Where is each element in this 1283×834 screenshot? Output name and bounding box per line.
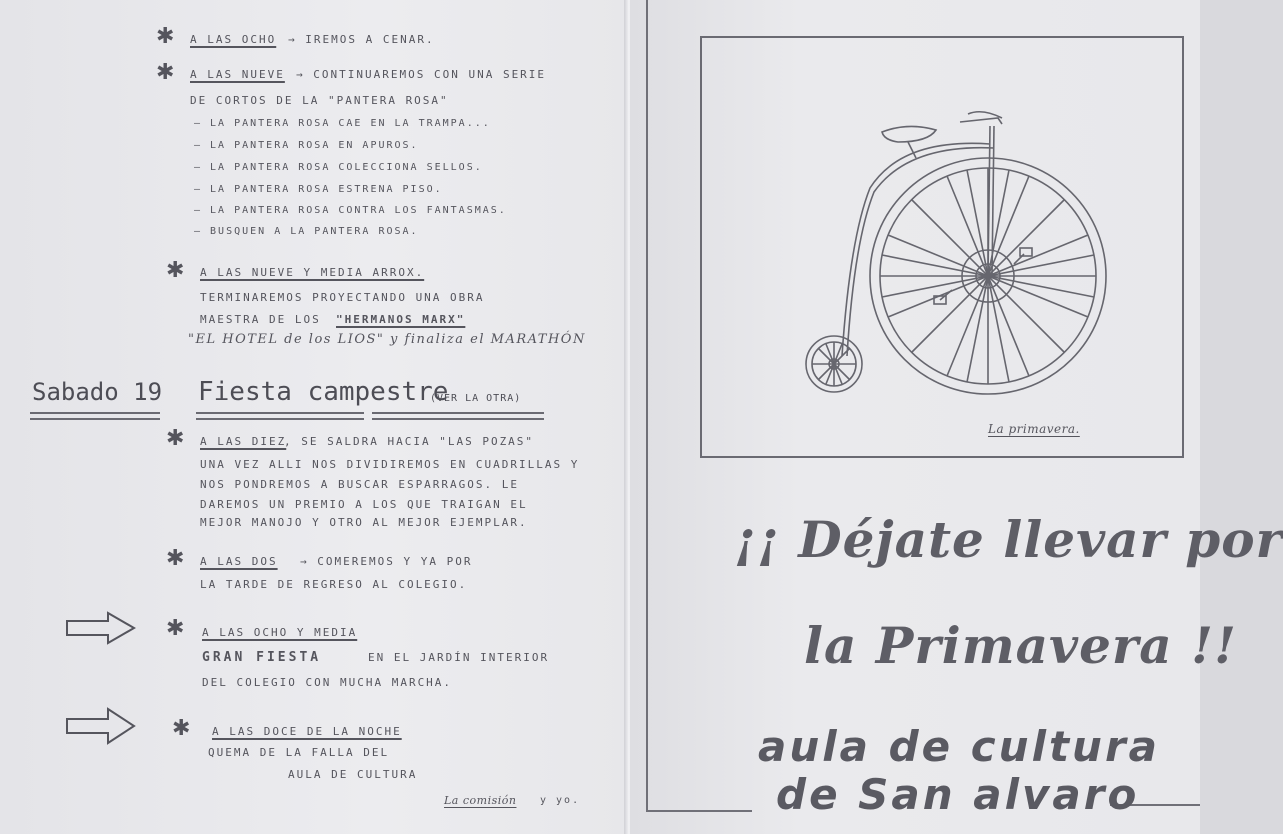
underline (30, 418, 160, 420)
schedule-text: LA TARDE DE REGRESO AL COLEGIO. (200, 578, 468, 591)
schedule-text: UNA VEZ ALLI NOS DIVIDIREMOS EN CUADRILLAS Y (200, 458, 580, 471)
day-note: (VER LA OTRA) (430, 393, 522, 404)
asterisk-icon: ✱ (156, 60, 175, 85)
schedule-text: MAESTRA DE LOS (200, 313, 321, 326)
list-item: — LA PANTERA ROSA CONTRA LOS FANTASMAS. (194, 205, 507, 216)
underline (372, 418, 544, 420)
time-label: A LAS NUEVE (190, 68, 285, 81)
asterisk-icon: ✱ (166, 426, 185, 451)
poster-title-line1: ¡¡ Déjate llevar por (734, 510, 1283, 569)
time-label: A LAS DOS (200, 555, 278, 568)
aula-line2: de San alvaro (776, 770, 1140, 819)
time-label: A LAS OCHO Y MEDIA (202, 626, 358, 639)
schedule-text: → CONTINUAREMOS CON UNA SERIE (296, 68, 547, 81)
border-line (646, 810, 752, 812)
day-label: Sabado 19 (32, 378, 163, 406)
time-label: A LAS NUEVE Y MEDIA ARROX. (200, 266, 425, 279)
schedule-text: MEJOR MANOJO Y OTRO AL MEJOR EJEMPLAR. (200, 516, 528, 529)
arrow-right-icon (64, 610, 138, 646)
schedule-text: DE CORTOS DE LA "PANTERA ROSA" (190, 94, 449, 107)
schedule-text: AULA DE CULTURA (288, 768, 418, 781)
schedule-text: → IREMOS A CENAR. (288, 33, 435, 46)
schedule-text: QUEMA DE LA FALLA DEL (208, 746, 390, 759)
asterisk-icon: ✱ (166, 546, 185, 571)
schedule-text: DEL COLEGIO CON MUCHA MARCHA. (202, 676, 453, 689)
asterisk-icon: ✱ (172, 716, 191, 741)
signature: La comisión (444, 794, 517, 807)
list-item: — LA PANTERA ROSA ESTRENA PISO. (194, 184, 443, 195)
schedule-text: "EL HOTEL de los LIOS" y finaliza el MARATHÓN (188, 332, 586, 347)
time-label: A LAS OCHO (190, 33, 277, 46)
list-item: — LA PANTERA ROSA CAE EN LA TRAMPA... (194, 118, 491, 129)
schedule-text: GRAN FIESTA (202, 650, 322, 665)
signature-tail: y yo. (540, 795, 581, 806)
aula-line1: aula de cultura (758, 722, 1160, 771)
penny-farthing-illustration (702, 38, 1182, 456)
time-label: A LAS DOCE DE LA NOCHE (212, 725, 402, 738)
schedule-text: , SE SALDRA HACIA "LAS POZAS" (284, 435, 535, 448)
schedule-text: NOS PONDREMOS A BUSCAR ESPARRAGOS. LE (200, 478, 520, 491)
asterisk-icon: ✱ (156, 24, 175, 49)
arrow-right-icon (64, 706, 138, 746)
right-page (630, 0, 1283, 834)
asterisk-icon: ✱ (166, 616, 185, 641)
list-item: — LA PANTERA ROSA COLECCIONA SELLOS. (194, 162, 483, 173)
list-item: — BUSQUEN A LA PANTERA ROSA. (194, 226, 419, 237)
border-line (646, 0, 648, 812)
illustration-frame (700, 36, 1184, 458)
list-item: — LA PANTERA ROSA EN APUROS. (194, 140, 419, 151)
illustration-caption: La primavera. (988, 422, 1080, 436)
left-page (0, 0, 628, 834)
underline (196, 412, 364, 414)
schedule-text: "HERMANOS MARX" (336, 313, 466, 326)
underline (30, 412, 160, 414)
schedule-text: TERMINAREMOS PROYECTANDO UNA OBRA (200, 291, 485, 304)
time-label: A LAS DIEZ (200, 435, 287, 448)
asterisk-icon: ✱ (166, 258, 185, 283)
schedule-text: EN EL JARDÍN INTERIOR (368, 651, 550, 664)
schedule-text: → COMEREMOS Y YA POR (300, 555, 473, 568)
schedule-text: DAREMOS UN PREMIO A LOS QUE TRAIGAN EL (200, 498, 528, 511)
poster-title-line2: la Primavera !! (804, 616, 1237, 675)
underline (372, 412, 544, 414)
day-title: Fiesta campestre (198, 377, 449, 407)
underline (196, 418, 364, 420)
